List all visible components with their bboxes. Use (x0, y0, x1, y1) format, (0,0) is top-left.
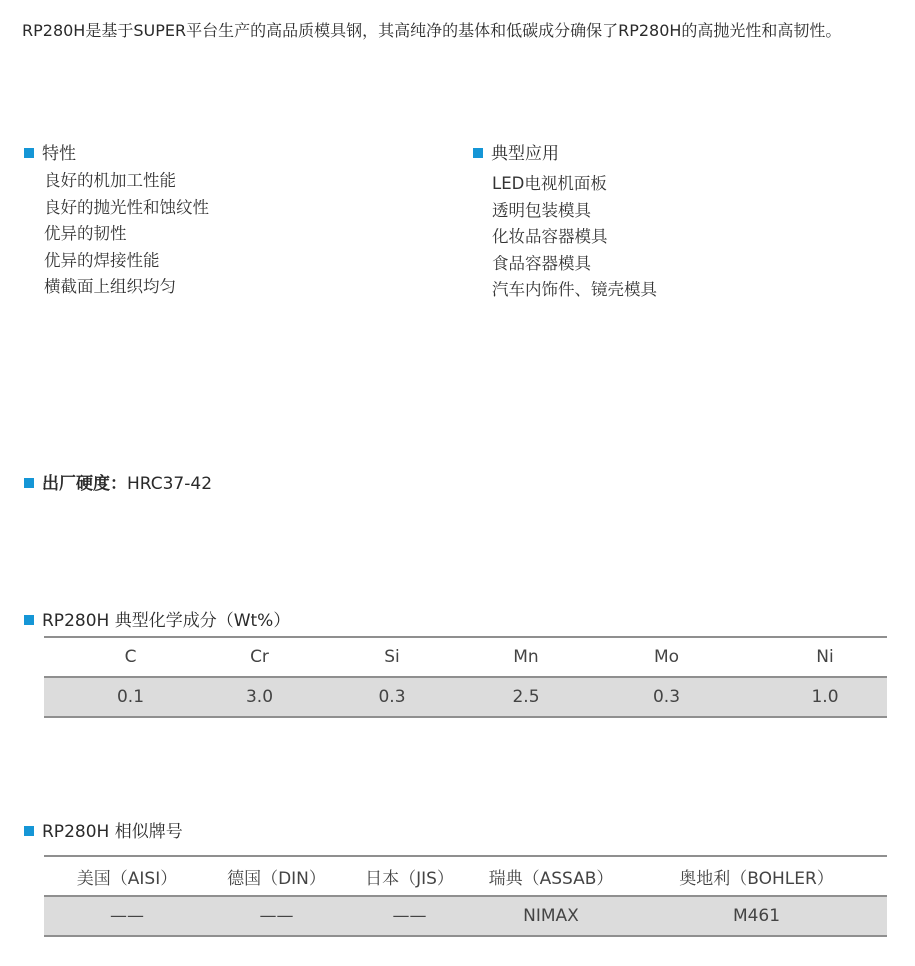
hardness-line (24, 473, 212, 495)
properties-list (44, 168, 209, 301)
table-header-cell: Si (384, 647, 400, 667)
grades-table (44, 855, 887, 937)
table-row (44, 896, 887, 936)
list-item: 优异的焊接性能 (44, 250, 160, 270)
grades-title: RP280H 相似牌号 (42, 822, 183, 842)
list-item: 横截面上组织均匀 (44, 277, 176, 296)
table-header-cell: 日本（JIS） (365, 868, 454, 889)
list-item: 透明包装模具 (492, 200, 591, 220)
bullet-square-icon (473, 148, 483, 158)
grades-heading (24, 821, 183, 843)
list-item: LED电视机面板 (492, 174, 607, 193)
table-header-cell: Ni (816, 647, 834, 667)
table-cell: 2.5 (482, 677, 570, 717)
table-header-cell: Mo (653, 647, 680, 667)
bullet-square-icon (24, 148, 34, 158)
properties-section (24, 143, 209, 301)
composition-table (44, 636, 887, 718)
list-item: 汽车内饰件、镜壳模具 (492, 280, 657, 299)
applications-title: 典型应用 (491, 144, 559, 164)
list-item: 食品容器模具 (492, 253, 591, 273)
table-row (44, 677, 887, 717)
table-cell: NIMAX (476, 896, 626, 936)
hardness-value: HRC37-42 (127, 474, 213, 494)
table-header-cell: Mn (513, 647, 539, 667)
list-item: 良好的机加工性能 (44, 171, 176, 190)
properties-title: 特性 (42, 144, 76, 164)
table-cell: —— (343, 896, 476, 936)
table-header-cell: C (124, 647, 137, 667)
table-cell: 3.0 (217, 677, 302, 717)
bullet-square-icon (24, 826, 34, 836)
table-header-cell: Cr (250, 647, 269, 667)
table-header-row (44, 856, 887, 896)
composition-heading (24, 610, 290, 632)
table-cell: 0.3 (570, 677, 763, 717)
table-cell: —— (44, 896, 210, 936)
table-cell: 0.3 (302, 677, 482, 717)
bullet-square-icon (24, 478, 34, 488)
table-cell: —— (210, 896, 343, 936)
intro-paragraph: RP280H是基于SUPER平台生产的高品质模具钢，其高纯净的基体和低碳成分确保了RP280H的高抛光性和高韧性。 (22, 21, 842, 40)
table-header-cell: 美国（AISI） (76, 868, 178, 889)
table-header-cell: 德国（DIN） (227, 868, 326, 889)
table-header-cell: 瑞典（ASSAB） (488, 868, 614, 889)
bullet-square-icon (24, 615, 34, 625)
applications-heading (473, 143, 657, 165)
table-header-row (44, 637, 887, 677)
table-cell: M461 (626, 896, 887, 936)
table-header-cell: 奥地利（BOHLER） (679, 868, 834, 889)
properties-heading (24, 143, 209, 165)
applications-list (492, 171, 657, 304)
hardness-label: 出厂硬度： (42, 474, 127, 494)
list-item: 优异的韧性 (44, 224, 127, 243)
composition-title: RP280H 典型化学成分（Wt%） (42, 611, 291, 631)
applications-section (473, 143, 657, 304)
table-cell: 0.1 (44, 677, 217, 717)
list-item: 化妆品容器模具 (492, 227, 608, 246)
table-cell: 1.0 (763, 677, 887, 717)
list-item: 良好的抛光性和蚀纹性 (44, 197, 209, 217)
